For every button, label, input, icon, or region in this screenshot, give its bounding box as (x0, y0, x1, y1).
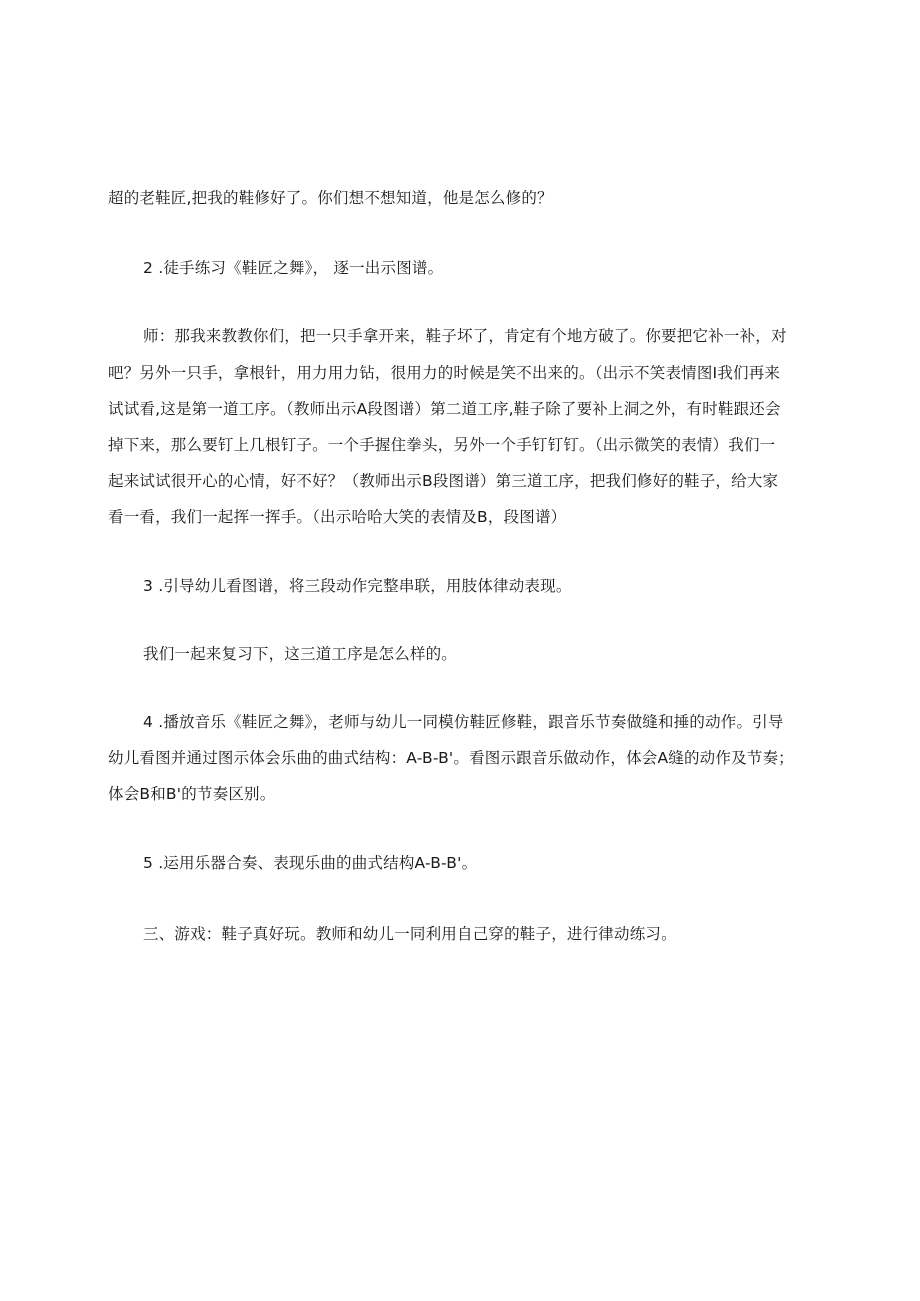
section-3-heading: 三、游戏：鞋子真好玩。教师和幼儿一同利用自己穿的鞋子，进行律动练习。 (143, 925, 677, 943)
teacher-paragraph-line-6: 看一看，我们一起挥一挥手。（出示哈哈大笑的表情及B，段图谱） (108, 508, 567, 526)
teacher-paragraph-line-1: 师：那我来教教你们，把一只手拿开来，鞋子坏了，肯定有个地方破了。你要把它补一补，对 (143, 327, 787, 345)
teacher-paragraph-line-5: 起来试试很开心的心情，好不好？（教师出示B段图谱）第三道工序，把我们修好的鞋子，给大家 (108, 472, 779, 490)
step-4-line-3: 体会B和B'的节奏区别。 (108, 785, 276, 803)
teacher-paragraph-line-3: 试试看,这是第一道工序。（教师出示A段图谱）第二道工序,鞋子除了要补上洞之外，有时鞋跟还会 (108, 400, 781, 418)
step-5-heading: 5 .运用乐器合奏、表现乐曲的曲式结构A-B-B'。 (143, 854, 478, 872)
step-4-line-1: 4 .播放音乐《鞋匠之舞》，老师与幼儿一同模仿鞋匠修鞋，跟音乐节奏做缝和捶的动作。引导 (143, 713, 784, 731)
step-3-heading: 3 .引导幼儿看图谱，将三段动作完整串联，用肢体律动表现。 (143, 577, 572, 595)
step-2-heading: 2 .徒手练习《鞋匠之舞》， 逐一出示图谱。 (143, 259, 444, 277)
teacher-paragraph-line-4: 掉下来，那么要钉上几根钉子。一个手握住拳头，另外一个手钉钉钉。（出示微笑的表情）我们一 (108, 436, 776, 454)
paragraph-intro-line: 超的老鞋匠,把我的鞋修好了。你们想不想知道，他是怎么修的？ (108, 189, 553, 207)
review-sentence: 我们一起来复习下，这三道工序是怎么样的。 (143, 645, 458, 663)
teacher-paragraph-line-2: 吧？另外一只手，拿根针，用力用力钻，很用力的时候是笑不出来的。（出示不笑表情图I我们再来 (108, 364, 781, 382)
step-4-line-2: 幼儿看图并通过图示体会乐曲的曲式结构：A-B-B'。看图示跟音乐做动作，体会A缝的动作及节奏； (108, 749, 794, 767)
